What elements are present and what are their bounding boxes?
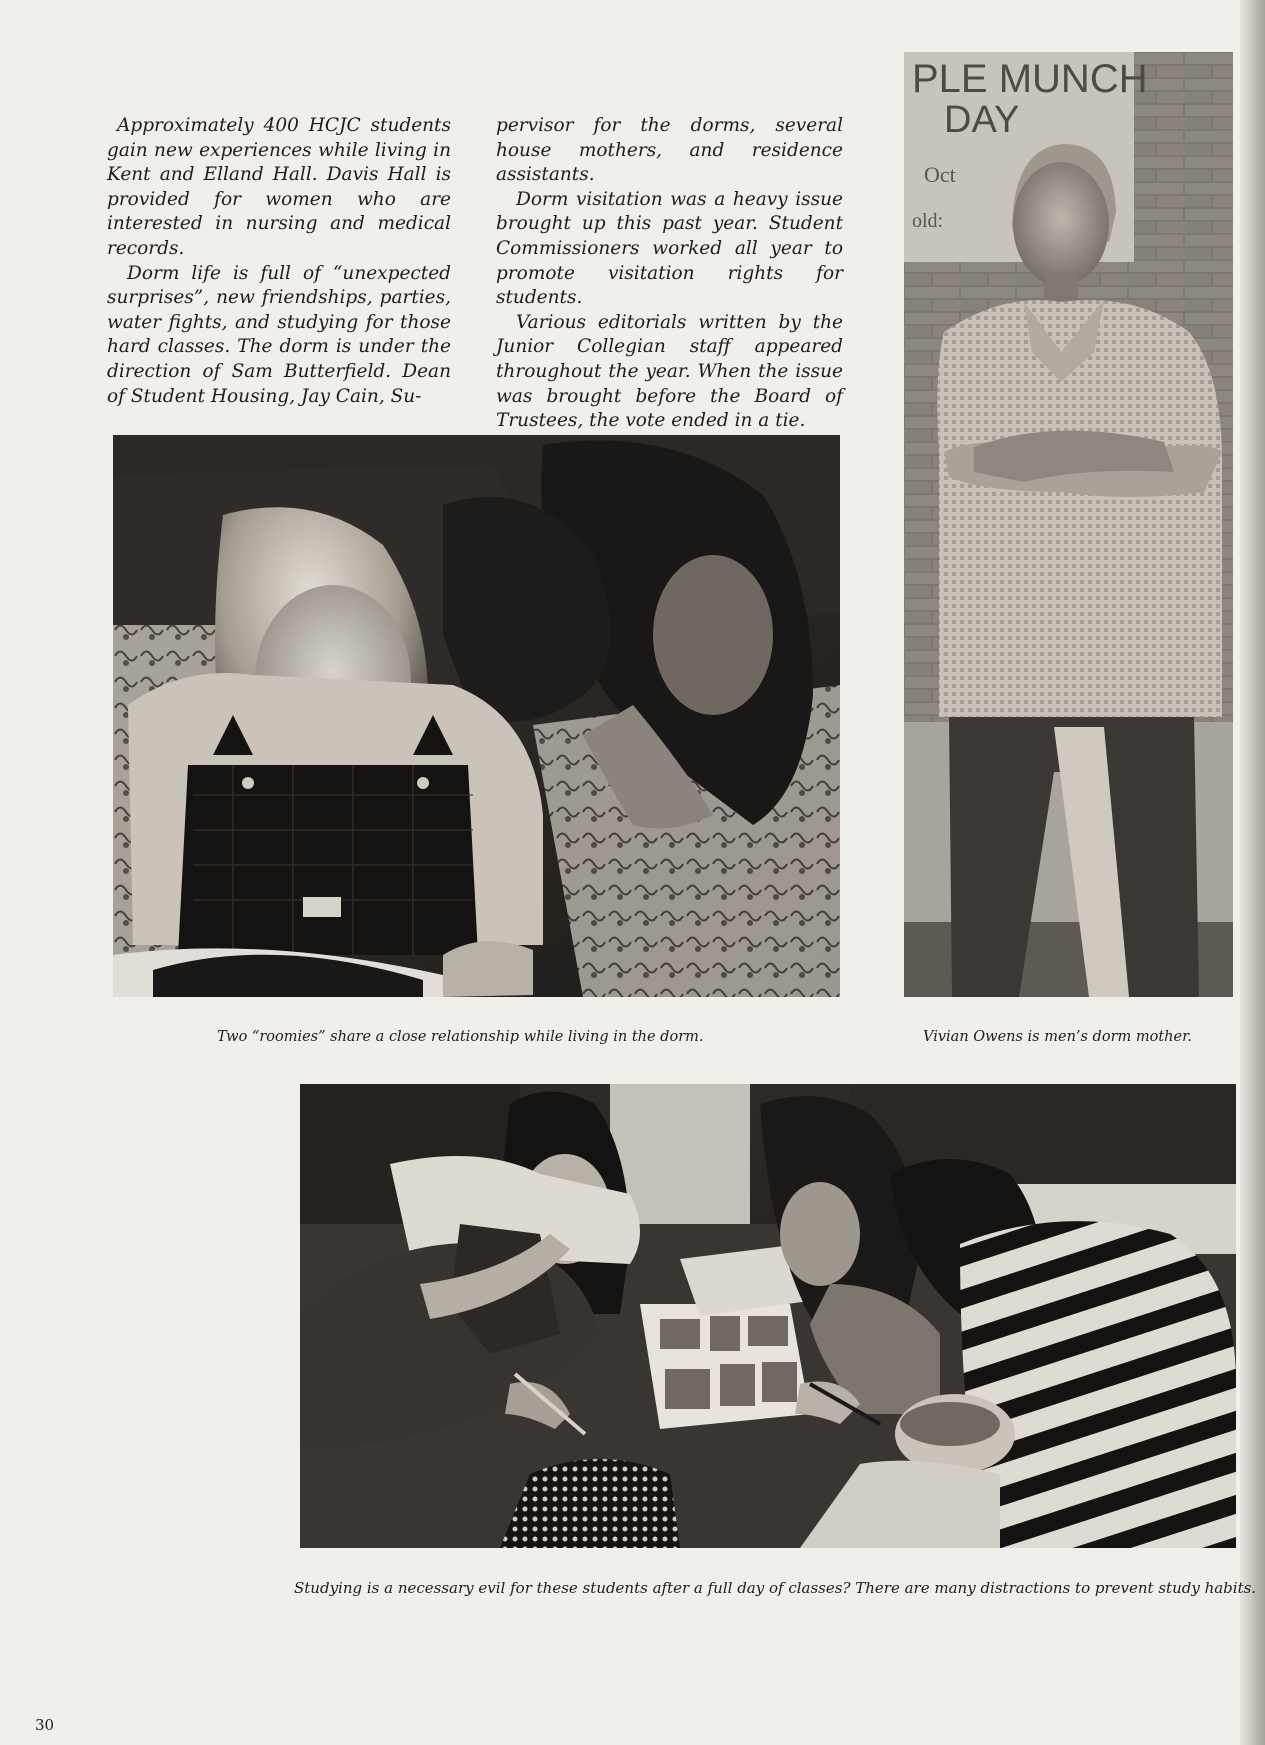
article-paragraph: Dorm visitation was a heavy issue brought up this past year. Student Commissioners worked all year to promote visitation rights for students.	[496, 188, 843, 309]
studying-caption: Studying is a necessary evil for these students after a full day of classes? There are many distractions to prevent study habits.	[294, 1579, 1257, 1597]
article-paragraph: Various editorials written by the Junior Collegian staff appeared throughout the year. When the issue was brought before the Board of Trustees, the vote ended in a tie.	[496, 311, 843, 432]
poster-subheading: DAY	[944, 99, 1020, 141]
dorm-mother-photo	[904, 52, 1233, 997]
article-column-left	[107, 114, 451, 409]
dorm-mother-photo-image	[904, 52, 1233, 997]
article-paragraph: pervisor for the dorms, several house mothers, and residence assistants.	[496, 115, 843, 186]
roommates-photo	[113, 435, 840, 997]
roommates-caption: Two “roomies” share a close relationship while living in the dorm.	[217, 1029, 704, 1045]
article-paragraph: Approximately 400 HCJC students gain new experiences while living in Kent and Elland Hall. Davis Hall is provided for women who are interested in nursing and medical records.	[107, 115, 451, 259]
page-gutter-shadow	[1240, 0, 1265, 1745]
poster-heading: PLE MUNCH	[912, 57, 1148, 101]
dorm-mother-caption: Vivian Owens is men’s dorm mother.	[923, 1029, 1193, 1045]
page-number: 30	[35, 1716, 55, 1734]
poster-date: Oct	[924, 162, 956, 187]
studying-students-photo	[300, 1084, 1236, 1548]
article-column-right	[496, 114, 843, 434]
roommates-photo-image	[113, 435, 840, 997]
article-paragraph: Dorm life is full of “unexpected surprises”, new friendships, parties, water fights, and studying for those hard classes. The dorm is under the direction of Sam Butterfield. Dean of Student Housing, Jay Cain, Su-	[107, 262, 451, 407]
poster-note: old:	[912, 210, 944, 232]
studying-students-photo-image	[300, 1084, 1236, 1548]
